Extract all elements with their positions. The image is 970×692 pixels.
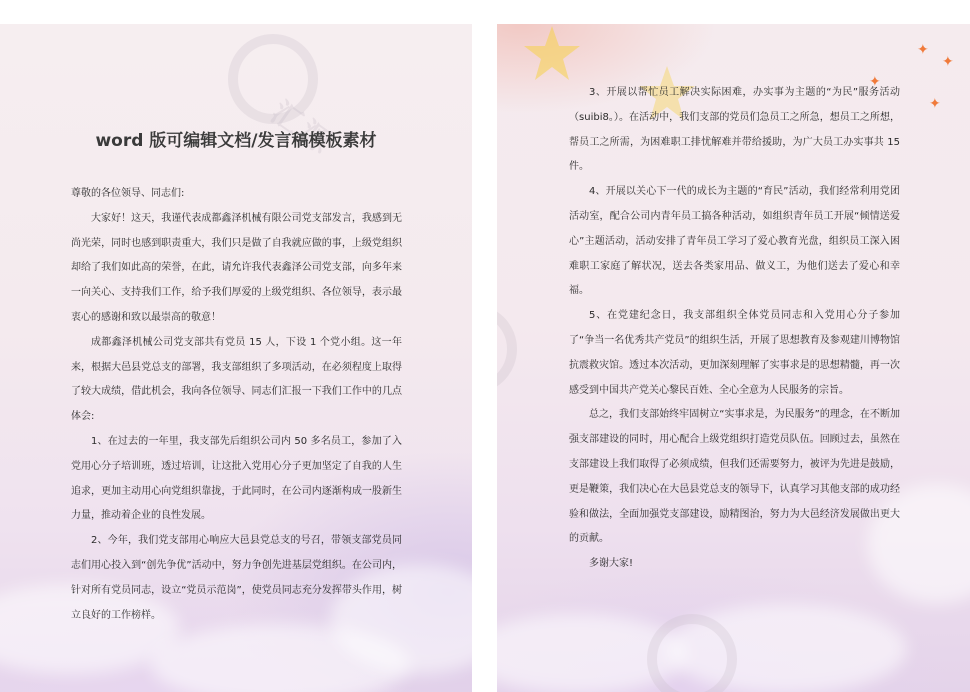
bird-icon: ✦ bbox=[929, 96, 941, 112]
page-title: word 版可编辑文档/发言稿模板素材 bbox=[95, 131, 377, 151]
paragraph: 5、在党建纪念日，我支部组织全体党员同志和入党用心分子参加了“争当一名优秀共产党员”的组织生活，开展了思想教育及参观建川博物馆抗震救灾馆。透过本次活动，更加深刻理解了实事求是的思想精髓，再一次感受到中国共产党关心黎民百姓、全心全意为人民服务的宗旨。 bbox=[569, 310, 900, 396]
paragraph: 1、在过去的一年里，我支部先后组织公司内 50 多名员工，参加了入党用心分子培训班，透过培训，让这批入党用心分子更加坚定了自我的人生追求，更加主动用心向党组织靠拢，于此同时，在公司内逐渐构成一股新生力量，推动着企业的良性发展。 bbox=[71, 435, 402, 522]
paragraph: 大家好！这天，我谨代表成都鑫泽机械有限公司党支部发言，我感到无尚光荣，同时也感到职责重大，我们只是做了自我就应做的事，上级党组织却给了我们如此高的荣誉，在此，请允许我代表鑫泽公司党支部，向多年来一向关心、支持我们工作，给予我们厚爱的上级党组织、各位领导，表示最衷心的感谢和致以最崇高的敬意！ bbox=[71, 212, 402, 323]
paragraph: 成都鑫泽机械公司党支部共有党员 15 人，下设 1 个党小组。这一年来，根据大邑县党总支的部署，我支部组织了多项活动，在必须程度上取得了较大成绩，借此机会，我向各位领导、同志们汇报一下我们工作中的几点体会: bbox=[71, 336, 402, 423]
paragraph: 2、今年，我们党支部用心响应大邑县党总支的号召，带领支部党员同志们用心投入到“创先争优”活动中，努力争创先进基层党组织。在公司内，针对所有党员同志，设立“党员示范岗”，使党员同志充分发挥带头作用，树立良好的工作榜样。 bbox=[71, 535, 402, 621]
bird-icon: ✦ bbox=[942, 54, 954, 70]
paragraph: 3、开展以帮忙员工解决实际困难，办实事为主题的“为民”服务活动（suibi8。）。在活动中，我们支部的党员们急员工之所急，想员工之所想，帮员工之所需，为困难职工排忧解难并带给援助，为广大员工办实事共 15 件。 bbox=[569, 87, 900, 173]
document-page-right bbox=[497, 24, 970, 692]
watermark-text: 汇源 bbox=[264, 95, 340, 163]
document-page-left bbox=[0, 24, 472, 692]
watermark-logo-icon bbox=[497, 304, 517, 394]
paragraph: 4、开展以关心下一代的成长为主题的“育民”活动，我们经常利用党团活动室，配合公司内青年员工搞各种活动，如组织青年员工开展“倾情送爱心”主题活动，活动安排了青年员工学习了爱心教育光盘，组织员工深入困难职工家庭了解状况，送去各类家用品、做义工，为他们送去了爱心和幸福。 bbox=[569, 186, 900, 297]
star-icon bbox=[522, 24, 582, 84]
bird-icon: ✦ bbox=[869, 74, 881, 90]
closing: 多谢大家! bbox=[589, 558, 634, 570]
paragraph: 总之，我们支部始终牢固树立“实事求是，为民服务”的理念，在不断加强支部建设的同时，用心配合上级党组织打造党员队伍。回顾过去，虽然在支部建设上我们取得了必须成绩，但我们还需要努力，被评为先进是鼓励，更是鞭策，我们决心在大邑县党总支的领导下，认真学习其他支部的成功经验和做法，全面加强党支部建设，励精图治，努力为大邑经济发展做出更大的贡献。 bbox=[569, 409, 900, 545]
salutation: 尊敬的各位领导、同志们: bbox=[71, 188, 185, 199]
bird-icon: ✦ bbox=[917, 42, 929, 58]
left-body-text bbox=[71, 182, 402, 628]
right-body-text bbox=[569, 81, 900, 577]
